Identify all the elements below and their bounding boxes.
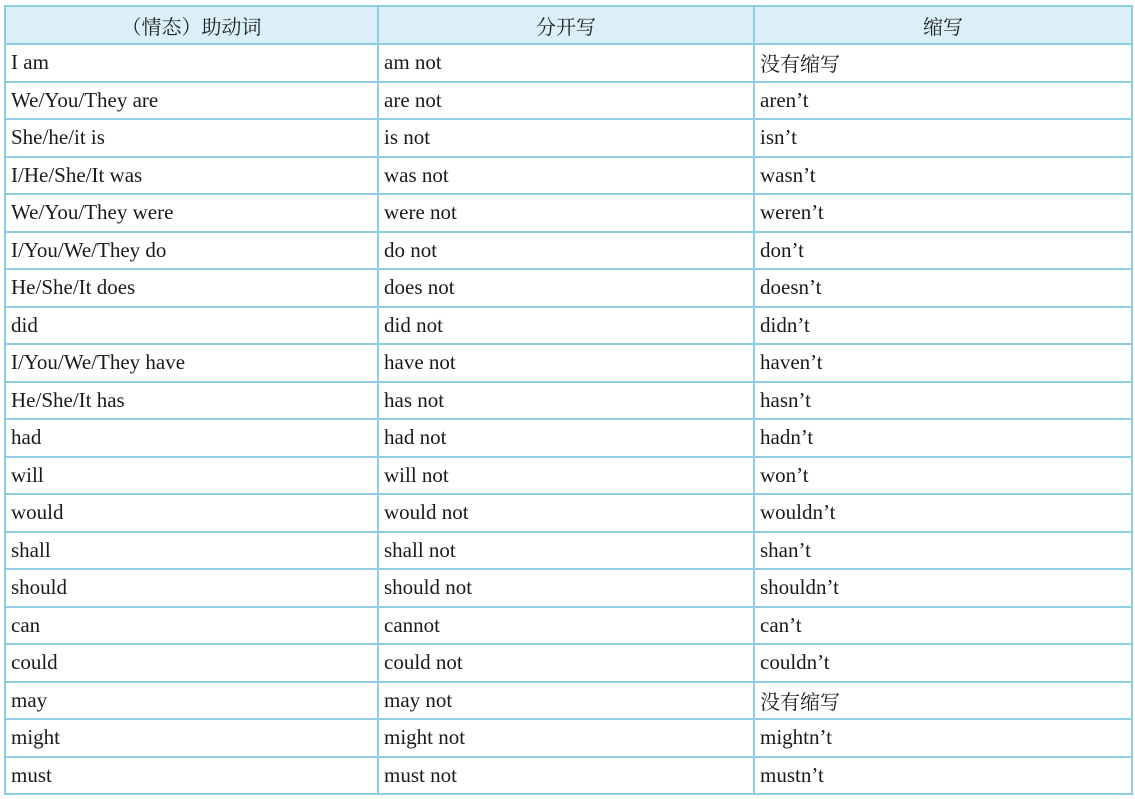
- full-form-cell: do not: [378, 232, 754, 270]
- table-row: [5, 344, 1132, 382]
- table-row: [5, 307, 1132, 345]
- table-row: [5, 457, 1132, 495]
- full-form-cell: were not: [378, 194, 754, 232]
- contraction-cell: aren’t: [754, 82, 1132, 120]
- contraction-cell: doesn’t: [754, 269, 1132, 307]
- full-form-cell: have not: [378, 344, 754, 382]
- header-row: [5, 6, 1132, 44]
- full-form-cell: must not: [378, 757, 754, 795]
- header-contraction: 缩写: [754, 6, 1132, 44]
- auxiliary-verb-cell: We/You/They were: [5, 194, 378, 232]
- contraction-cell: wouldn’t: [754, 494, 1132, 532]
- full-form-cell: does not: [378, 269, 754, 307]
- table-row: [5, 532, 1132, 570]
- auxiliary-verb-cell: should: [5, 569, 378, 607]
- auxiliary-verb-cell: I am: [5, 44, 378, 82]
- contraction-cell: wasn’t: [754, 157, 1132, 195]
- table-row: [5, 757, 1132, 795]
- table-row: [5, 382, 1132, 420]
- contraction-cell: mightn’t: [754, 719, 1132, 757]
- auxiliary-verb-cell: I/You/We/They do: [5, 232, 378, 270]
- table-row: [5, 419, 1132, 457]
- full-form-cell: am not: [378, 44, 754, 82]
- contraction-cell: didn’t: [754, 307, 1132, 345]
- auxiliary-verb-cell: must: [5, 757, 378, 795]
- auxiliary-verb-cell: I/He/She/It was: [5, 157, 378, 195]
- full-form-cell: could not: [378, 644, 754, 682]
- contraction-cell: can’t: [754, 607, 1132, 645]
- table-row: [5, 644, 1132, 682]
- auxiliary-verb-cell: could: [5, 644, 378, 682]
- full-form-cell: did not: [378, 307, 754, 345]
- table-row: [5, 194, 1132, 232]
- full-form-cell: has not: [378, 382, 754, 420]
- full-form-cell: shall not: [378, 532, 754, 570]
- full-form-cell: is not: [378, 119, 754, 157]
- table-body: [5, 44, 1132, 794]
- full-form-cell: was not: [378, 157, 754, 195]
- auxiliary-verb-cell: had: [5, 419, 378, 457]
- table-row: [5, 607, 1132, 645]
- auxiliary-verb-cell: He/She/It has: [5, 382, 378, 420]
- full-form-cell: would not: [378, 494, 754, 532]
- table-row: [5, 494, 1132, 532]
- contraction-cell: won’t: [754, 457, 1132, 495]
- full-form-cell: may not: [378, 682, 754, 720]
- contraction-table: [4, 5, 1133, 795]
- table-row: [5, 82, 1132, 120]
- contraction-cell: 没有缩写: [754, 44, 1132, 82]
- full-form-cell: cannot: [378, 607, 754, 645]
- auxiliary-verb-cell: I/You/We/They have: [5, 344, 378, 382]
- table-row: [5, 232, 1132, 270]
- auxiliary-verb-cell: would: [5, 494, 378, 532]
- auxiliary-verb-cell: She/he/it is: [5, 119, 378, 157]
- contraction-cell: don’t: [754, 232, 1132, 270]
- table-row: [5, 157, 1132, 195]
- auxiliary-verb-cell: did: [5, 307, 378, 345]
- auxiliary-verb-cell: might: [5, 719, 378, 757]
- contraction-cell: weren’t: [754, 194, 1132, 232]
- table-row: [5, 682, 1132, 720]
- table-row: [5, 719, 1132, 757]
- auxiliary-verb-cell: He/She/It does: [5, 269, 378, 307]
- full-form-cell: might not: [378, 719, 754, 757]
- contraction-cell: 没有缩写: [754, 682, 1132, 720]
- auxiliary-verb-cell: will: [5, 457, 378, 495]
- full-form-cell: are not: [378, 82, 754, 120]
- contraction-cell: isn’t: [754, 119, 1132, 157]
- table-row: [5, 569, 1132, 607]
- auxiliary-verb-cell: can: [5, 607, 378, 645]
- full-form-cell: should not: [378, 569, 754, 607]
- contraction-cell: haven’t: [754, 344, 1132, 382]
- header-auxiliary-verb: （情态）助动词: [5, 6, 378, 44]
- contraction-cell: mustn’t: [754, 757, 1132, 795]
- contraction-cell: shouldn’t: [754, 569, 1132, 607]
- full-form-cell: will not: [378, 457, 754, 495]
- auxiliary-verb-cell: may: [5, 682, 378, 720]
- table-row: [5, 119, 1132, 157]
- full-form-cell: had not: [378, 419, 754, 457]
- table-header: [5, 6, 1132, 44]
- auxiliary-verb-cell: We/You/They are: [5, 82, 378, 120]
- contraction-cell: hasn’t: [754, 382, 1132, 420]
- table-row: [5, 44, 1132, 82]
- auxiliary-verb-cell: shall: [5, 532, 378, 570]
- contraction-cell: shan’t: [754, 532, 1132, 570]
- contraction-cell: couldn’t: [754, 644, 1132, 682]
- header-full-form: 分开写: [378, 6, 754, 44]
- table-row: [5, 269, 1132, 307]
- contraction-cell: hadn’t: [754, 419, 1132, 457]
